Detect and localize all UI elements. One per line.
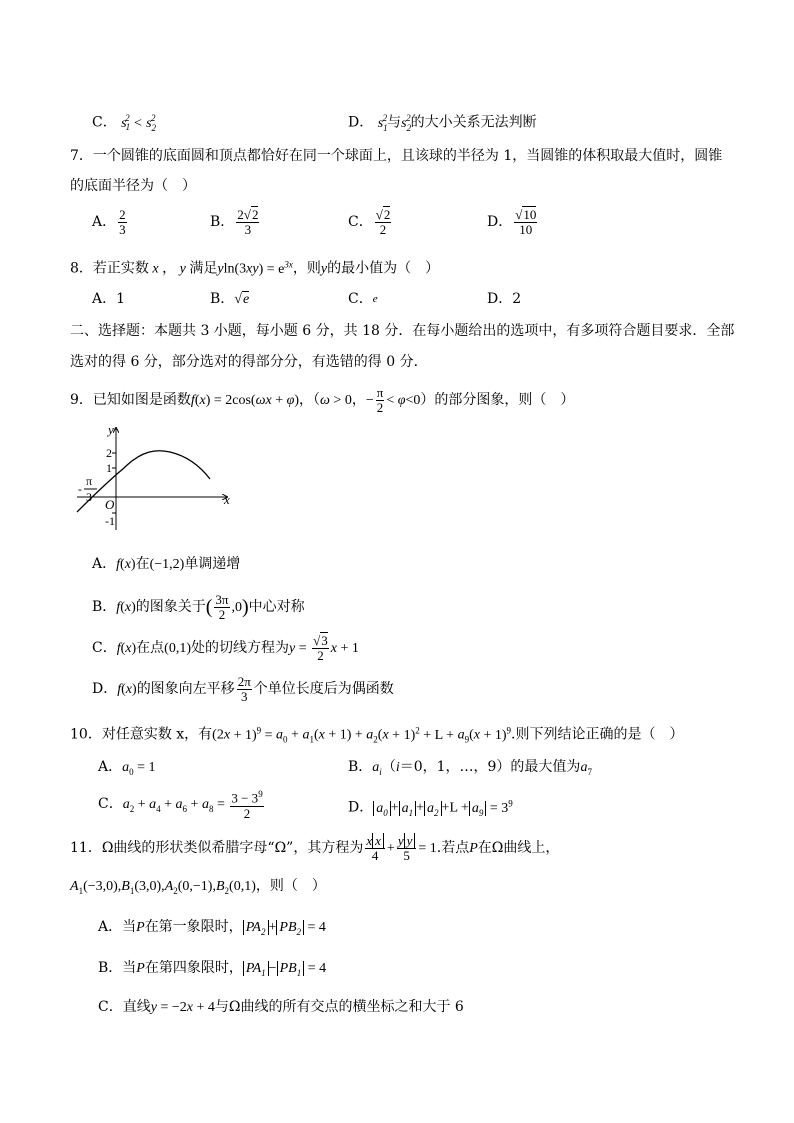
x-tick-sign: - [78, 482, 82, 496]
q10-option-a: A．$a_0 = 1$ [98, 759, 156, 777]
cosine-curve [77, 451, 210, 512]
q7-option-a: A． $\frac{2}{3}$ [92, 206, 126, 237]
q8-option-d: D．2 [487, 291, 522, 307]
q10-stem: 10．对任意实数 x，有$(2x + 1)^9 = a_0 + a_1(x + 1) + a_2(x + 1)^2 + L + a_9(x + 1)^9$.则下列结论正确的是（ ） [70, 725, 684, 745]
q6-option-d: D． $s_1^2$与$s_2^2$的大小关系无法判断 [348, 113, 537, 133]
y-tick-2: 2 [106, 446, 112, 460]
q9-function-graph [72, 422, 242, 534]
q9-stem: 9．已知如图是函数f(x) = 2cos(ωx + φ)，（ω > 0，− $\frac{\pi}{2}$ < φ<0）的部分图象，则（ ） [70, 384, 575, 415]
q10-option-d: D． $a_0 + a_1 + a_2 +L + a_9 = 3^9$ [348, 798, 513, 818]
q7-stem-line1: 7．一个圆锥的底面圆和顶点都恰好在同一个球面上，且该球的半径为 1，当圆锥的体积取最大值时，圆锥 [70, 148, 723, 164]
x-axis-label: x [224, 492, 230, 507]
q7-option-d: D． $\frac{√10}{10}$ [487, 206, 537, 237]
section2-line1: 二、选择题：本题共 3 小题，每小题 6 分，共 18 分．在每小题给出的选项中，有多项符合题目要求．全部 [70, 323, 735, 339]
x-tick-num: π [86, 474, 93, 488]
q8-stem: 8．若正实数 x ， y 满足$yln(3xy) = e^{3x}$，则y的最小值为（ ） [70, 259, 440, 277]
q8-option-c: C．$^e$ [348, 291, 378, 307]
q11-option-a: A．当P在第一象限时， $PA_2 + PB_2 = 4$ [98, 919, 326, 937]
q9-option-c: C．f(x)在点(0,1)处的切线方程为y = $\frac{√3}{2}$ x + 1 [92, 632, 359, 663]
q7-option-c: C． $\frac{√2}{2}$ [348, 206, 391, 237]
x-tick-den: 3 [86, 490, 92, 504]
q9-option-a: A．f(x)在(−1,2)单调递增 [92, 556, 241, 572]
q7-stem-line2: 的底面半径为（ ） [70, 178, 196, 194]
math-expr: $s_1^2 < s_2^2$ [121, 113, 157, 133]
y-axis-label: y [108, 422, 114, 437]
q10-option-c: C．$a_2 + a_4 + a_6 + a_8$ = $\frac{3 - 3^9}{2}$ [98, 789, 263, 821]
q9-option-b: B．f(x)的图象关于( $\frac{3\pi}{2}$ ,0)中心对称 [92, 591, 305, 622]
origin-label: O [105, 497, 115, 512]
q8-option-b: B．√e [210, 291, 250, 307]
q11-option-c: C．直线y = −2x + 4与Ω曲线的所有交点的横坐标之和大于 6 [98, 999, 464, 1015]
q11-points: $A_1(-3,0),B_1(3,0),A_2(0,-1),B_2(0,1)$，则（ ） [70, 878, 326, 896]
q11-option-b: B．当P在第四象限时， $PA_1 - PB_1 = 4$ [98, 960, 327, 978]
q11-stem: 11．Ω曲线的形状类似希腊字母“Ω”，其方程为 $\frac{\text{x x}}{4}$ + $\frac{\text{y y}}{5}$ = 1.若点P在Ω曲线上， [70, 832, 560, 863]
section2-line2: 选对的得 6 分，部分选对的得部分分，有选错的得 0 分． [70, 354, 428, 370]
y-tick-1: 1 [106, 461, 112, 475]
q6-option-c: C． $s_1^2 < s_2^2$ [92, 113, 157, 133]
q7-option-b: B． $\frac{2√2}{3}$ [210, 206, 259, 237]
q8-option-a: A．1 [92, 291, 126, 307]
y-tick-neg1: -1 [105, 514, 115, 528]
q9-option-d: D．f(x)的图象向左平移 $\frac{2\pi}{3}$ 个单位长度后为偶函数 [92, 673, 394, 704]
q10-option-b: B．$a_i(i=0$，1，…，9）的最大值为$a_7$ [348, 759, 592, 777]
